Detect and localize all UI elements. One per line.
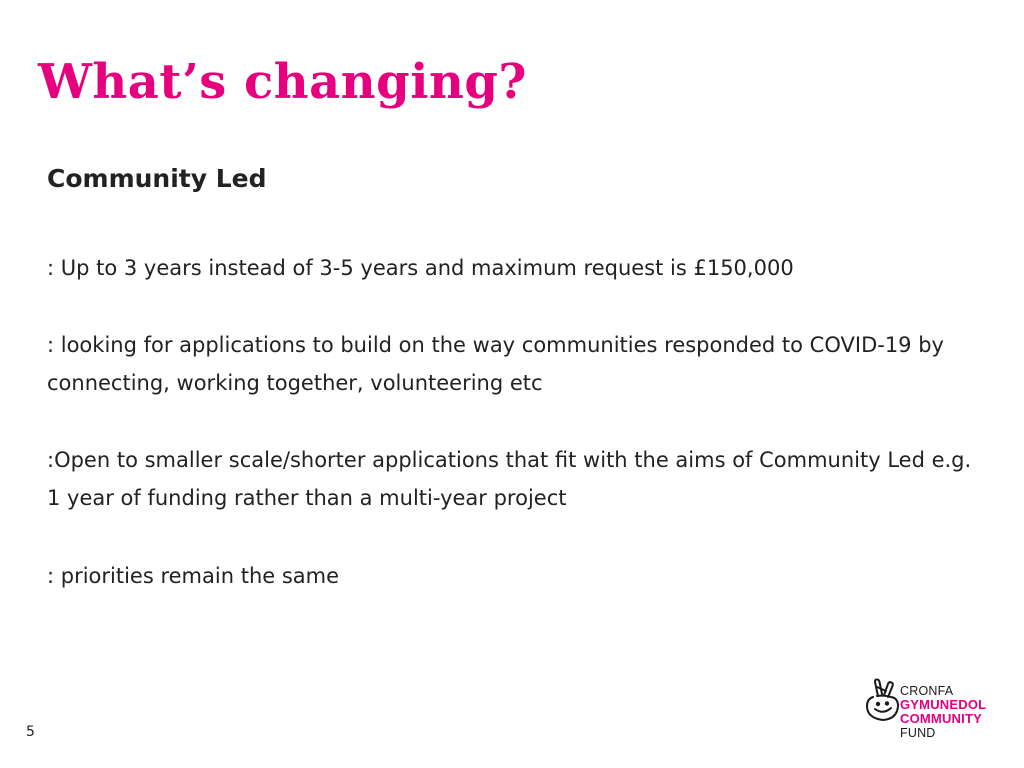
logo-text: [900, 684, 986, 740]
logo-line-community: COMMUNITY: [900, 711, 982, 726]
bullet-item: : priorities remain the same: [47, 564, 340, 588]
logo-line-gymunedol: GYMUNEDOL: [900, 697, 987, 712]
slide-title: What’s changing?: [38, 54, 528, 110]
page-number: 5: [26, 724, 35, 740]
logo-line-fund: FUND: [900, 726, 936, 740]
bullet-item: :Open to smaller scale/shorter applications that fit with the aims of Community Led e.g. 1 year of funding rather than a multi-year project: [47, 448, 972, 510]
bullet-item: : Up to 3 years instead of 3-5 years and maximum request is £150,000: [47, 256, 794, 280]
bullet-item: : looking for applications to build on the way communities responded to COVID-19 by connecting, working together, volunteering etc: [47, 333, 944, 395]
slide-subtitle: Community Led: [47, 164, 267, 193]
community-fund-logo: [864, 678, 1004, 752]
logo-line-cronfa: CRONFA: [900, 684, 954, 698]
crossed-fingers-icon: [864, 678, 902, 724]
